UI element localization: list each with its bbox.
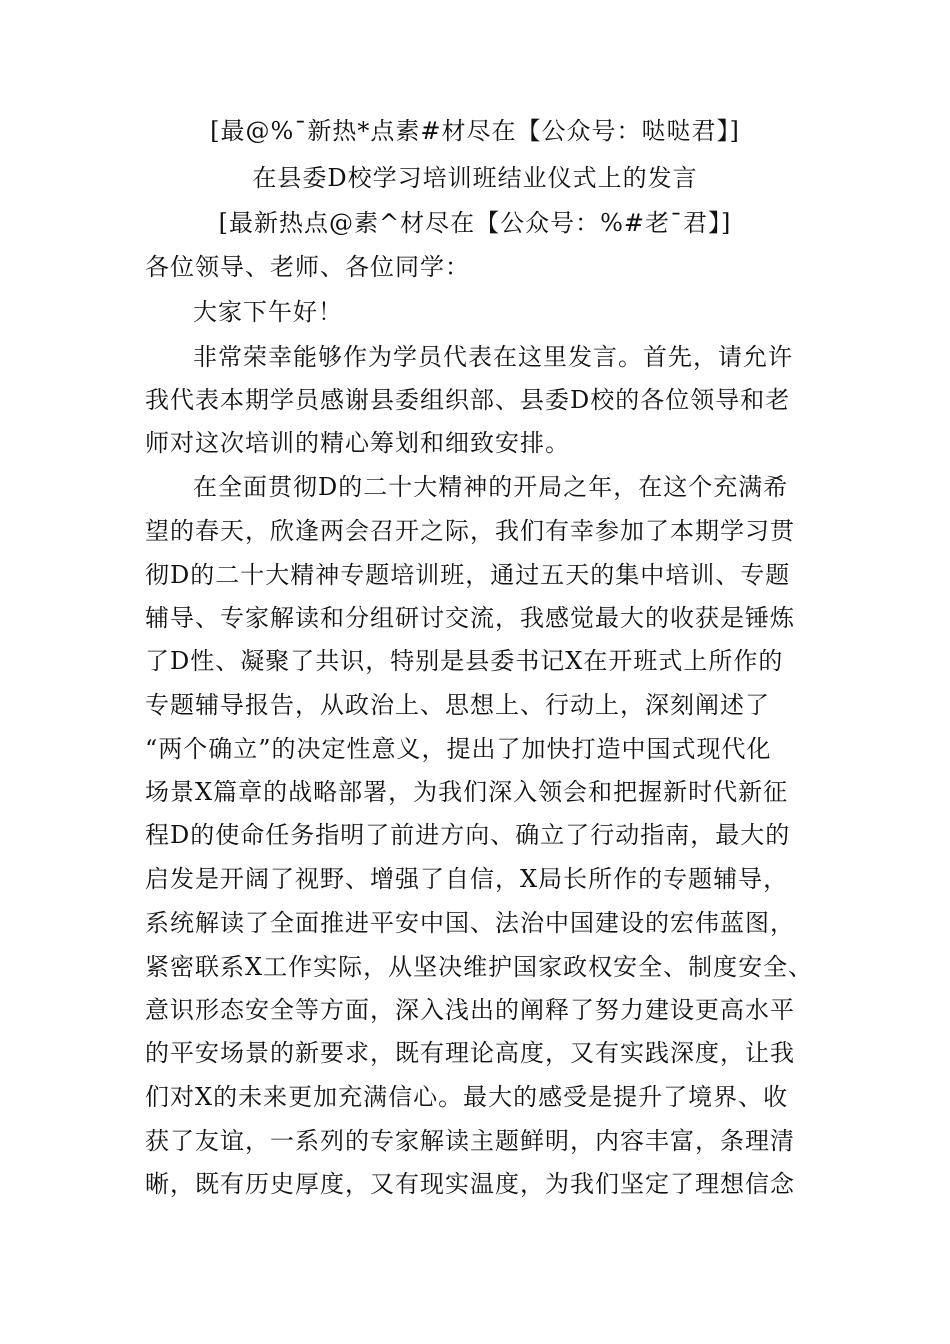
document-title: 在县委D校学习培训班结业仪式上的发言 (252, 164, 698, 192)
body-line: 非常荣幸能够作为学员代表在这里发言。首先，请允许 (193, 343, 793, 371)
body-line: 紧密联系X工作实际，从坚决维护国家政权安全、制度安全、 (145, 953, 814, 981)
body-line: “两个确立”的决定性意义，提出了加快打造中国式现代化 (145, 735, 772, 763)
body-line: 获了友谊，一系列的专家解读主题鲜明，内容丰富，条理清 (145, 1127, 795, 1155)
greeting: 大家下午好！ (193, 298, 343, 326)
body-line: 我代表本期学员感谢县委组织部、县委D校的各位领导和老 (145, 386, 791, 414)
body-line: 程D的使命任务指明了前进方向、确立了行动指南，最大的 (145, 821, 791, 849)
body-line: 专题辅导报告，从政治上、思想上、行动上，深刻阐述了 (145, 691, 770, 719)
body-line: 意识形态安全等方面，深入浅出的阐释了努力建设更高水平 (145, 996, 795, 1024)
header-line-2: [最新热点@素^材尽在【公众号：%#老¯君】] (218, 209, 732, 237)
body-line: 系统解读了全面推进平安中国、法治中国建设的宏伟蓝图， (145, 909, 795, 937)
body-line: 们对X的未来更加充满信心。最大的感受是提升了境界、收 (145, 1083, 789, 1111)
salutation: 各位领导、老师、各位同学： (145, 253, 470, 281)
body-line: 彻D的二十大精神专题培训班，通过五天的集中培训、专题 (145, 561, 791, 589)
body-line: 望的春天，欣逢两会召开之际，我们有幸参加了本期学习贯 (145, 517, 795, 545)
body-line: 启发是开阔了视野、增强了自信，X局长所作的专题辅导， (145, 865, 789, 893)
body-line: 的平安场景的新要求，既有理论高度，又有实践深度，让我 (145, 1039, 795, 1067)
body-line: 晰，既有历史厚度，又有现实温度，为我们坚定了理想信念 (145, 1170, 795, 1198)
body-line: 辅导、专家解读和分组研讨交流，我感觉最大的收获是锤炼 (145, 604, 795, 632)
body-line: 了D性、凝聚了共识，特别是县委书记X在开班式上所作的 (145, 647, 784, 675)
header-line-1: [最@%¯新热*点素#材尽在【公众号：哒哒君】] (210, 117, 740, 145)
body-line: 在全面贯彻D的二十大精神的开局之年，在这个充满希 (193, 473, 789, 501)
body-line: 场景X篇章的战略部署，为我们深入领会和把握新时代新征 (145, 778, 789, 806)
body-line: 师对这次培训的精心筹划和细致安排。 (145, 429, 570, 457)
